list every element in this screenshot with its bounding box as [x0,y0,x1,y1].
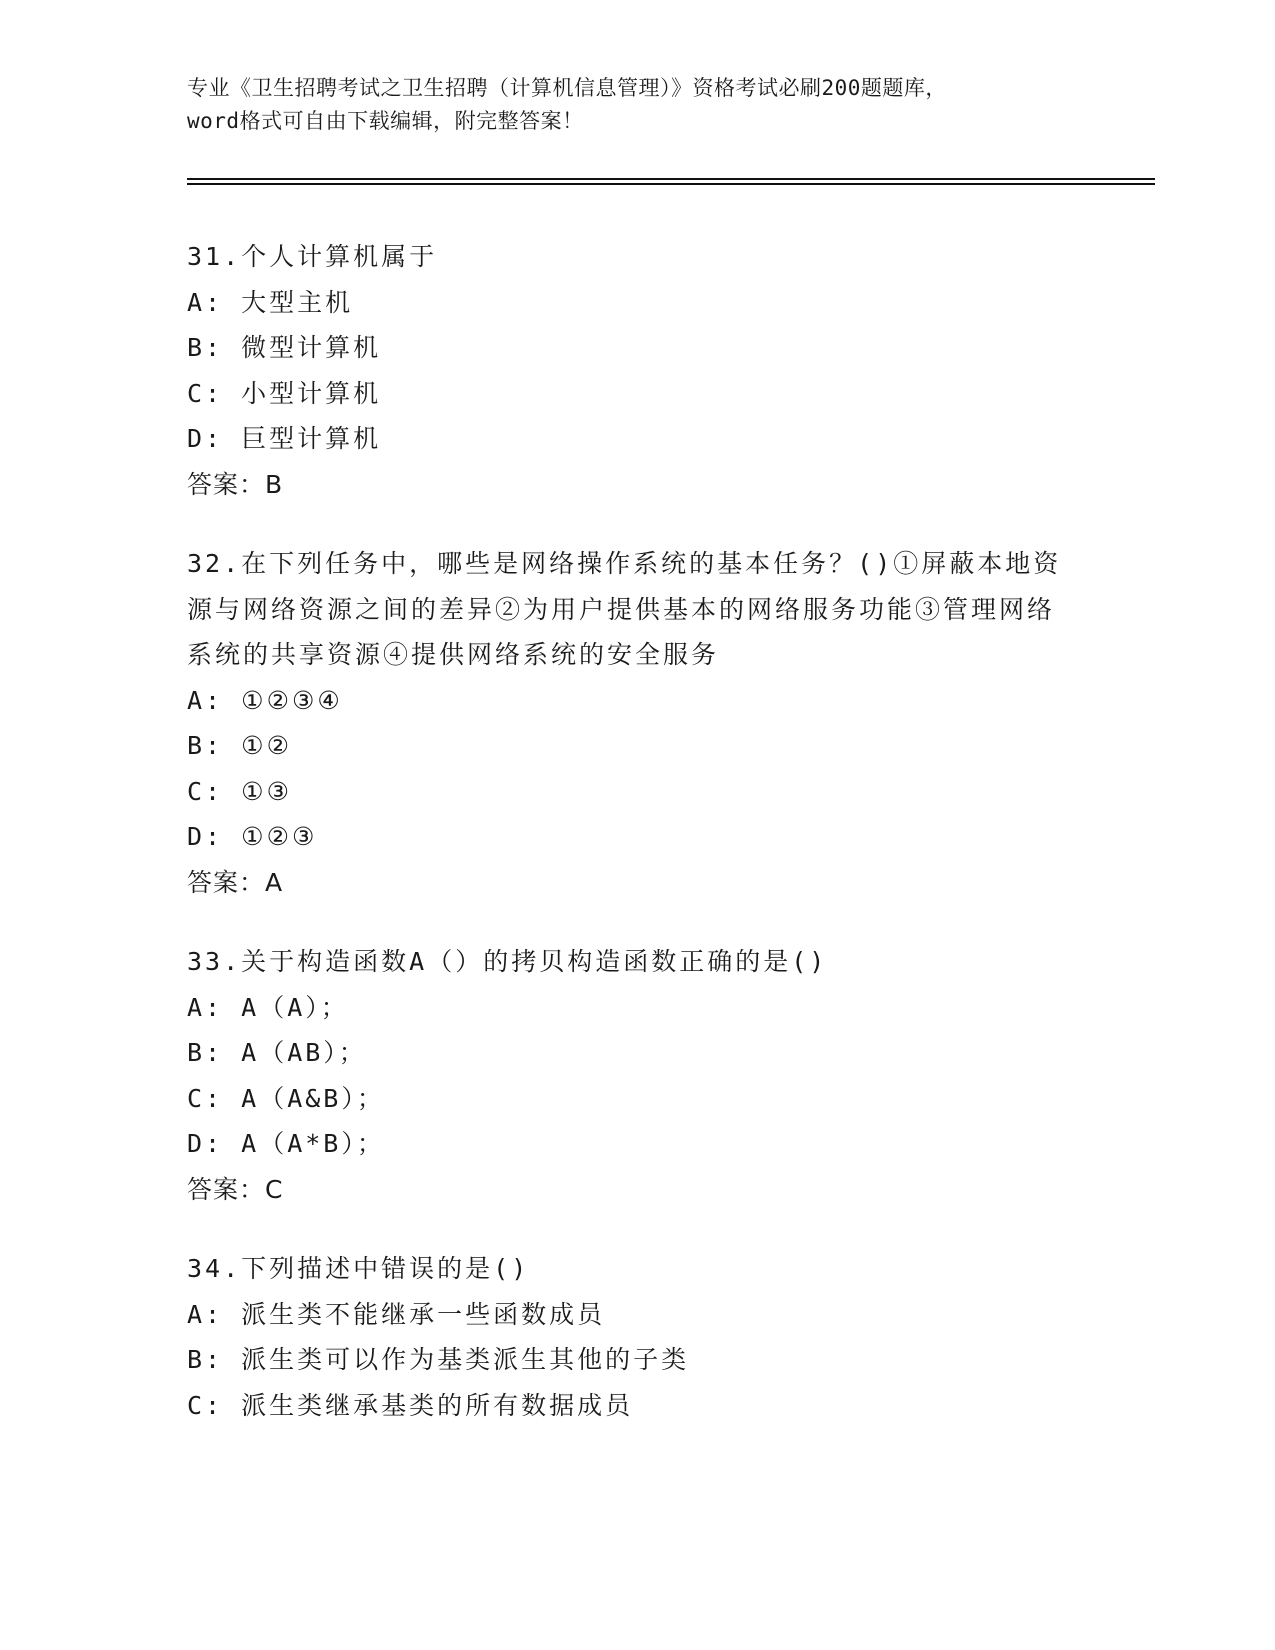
header-rule-bottom [187,183,1155,185]
question-stem: 31.个人计算机属于 [187,242,438,271]
question-stem: 33.关于构造函数A（）的拷贝构造函数正确的是() [187,947,828,976]
option-a: A: 派生类不能继承一些函数成员 [187,1299,606,1329]
question-stem: 32.在下列任务中，哪些是网络操作系统的基本任务？()①屏蔽本地资源与网络资源之间的差异②为用户提供基本的网络服务功能③管理网络系统的共享资源④提供网络系统的安全服务 [187,549,1062,669]
option-b: B: A（AB）； [187,1038,367,1067]
option-b: B: ①② [187,731,292,760]
answer-text: 答案：A [187,867,284,897]
question-stem: 34.下列描述中错误的是() [187,1254,530,1283]
option-d: D: ①②③ [187,822,318,851]
question-34 [187,1246,1087,1428]
option-b: B: 微型计算机 [187,333,382,362]
option-d: D: 巨型计算机 [187,424,382,453]
option-c: C: A（A&B）； [187,1083,385,1113]
option-b: B: 派生类可以作为基类派生其他的子类 [187,1345,690,1374]
question-32 [187,541,1087,905]
option-c: C: 派生类继承基类的所有数据成员 [187,1390,634,1420]
question-list [187,234,1087,1462]
document-header [187,72,1087,138]
header-rule-top [187,178,1155,180]
answer-text: 答案：C [187,1174,284,1204]
option-d: D: A（A*B）； [187,1129,385,1158]
question-31 [187,234,1087,507]
question-33 [187,939,1087,1212]
header-line-2: word格式可自由下载编辑，附完整答案！ [187,109,584,133]
answer-text: 答案：B [187,469,284,499]
header-line-1: 专业《卫生招聘考试之卫生招聘（计算机信息管理）》资格考试必刷200题题库， [187,76,947,100]
option-c: C: 小型计算机 [187,378,382,408]
option-c: C: ①③ [187,776,292,806]
option-a: A: ①②③④ [187,685,343,715]
option-a: A: A（A）； [187,992,349,1022]
option-a: A: 大型主机 [187,287,354,317]
